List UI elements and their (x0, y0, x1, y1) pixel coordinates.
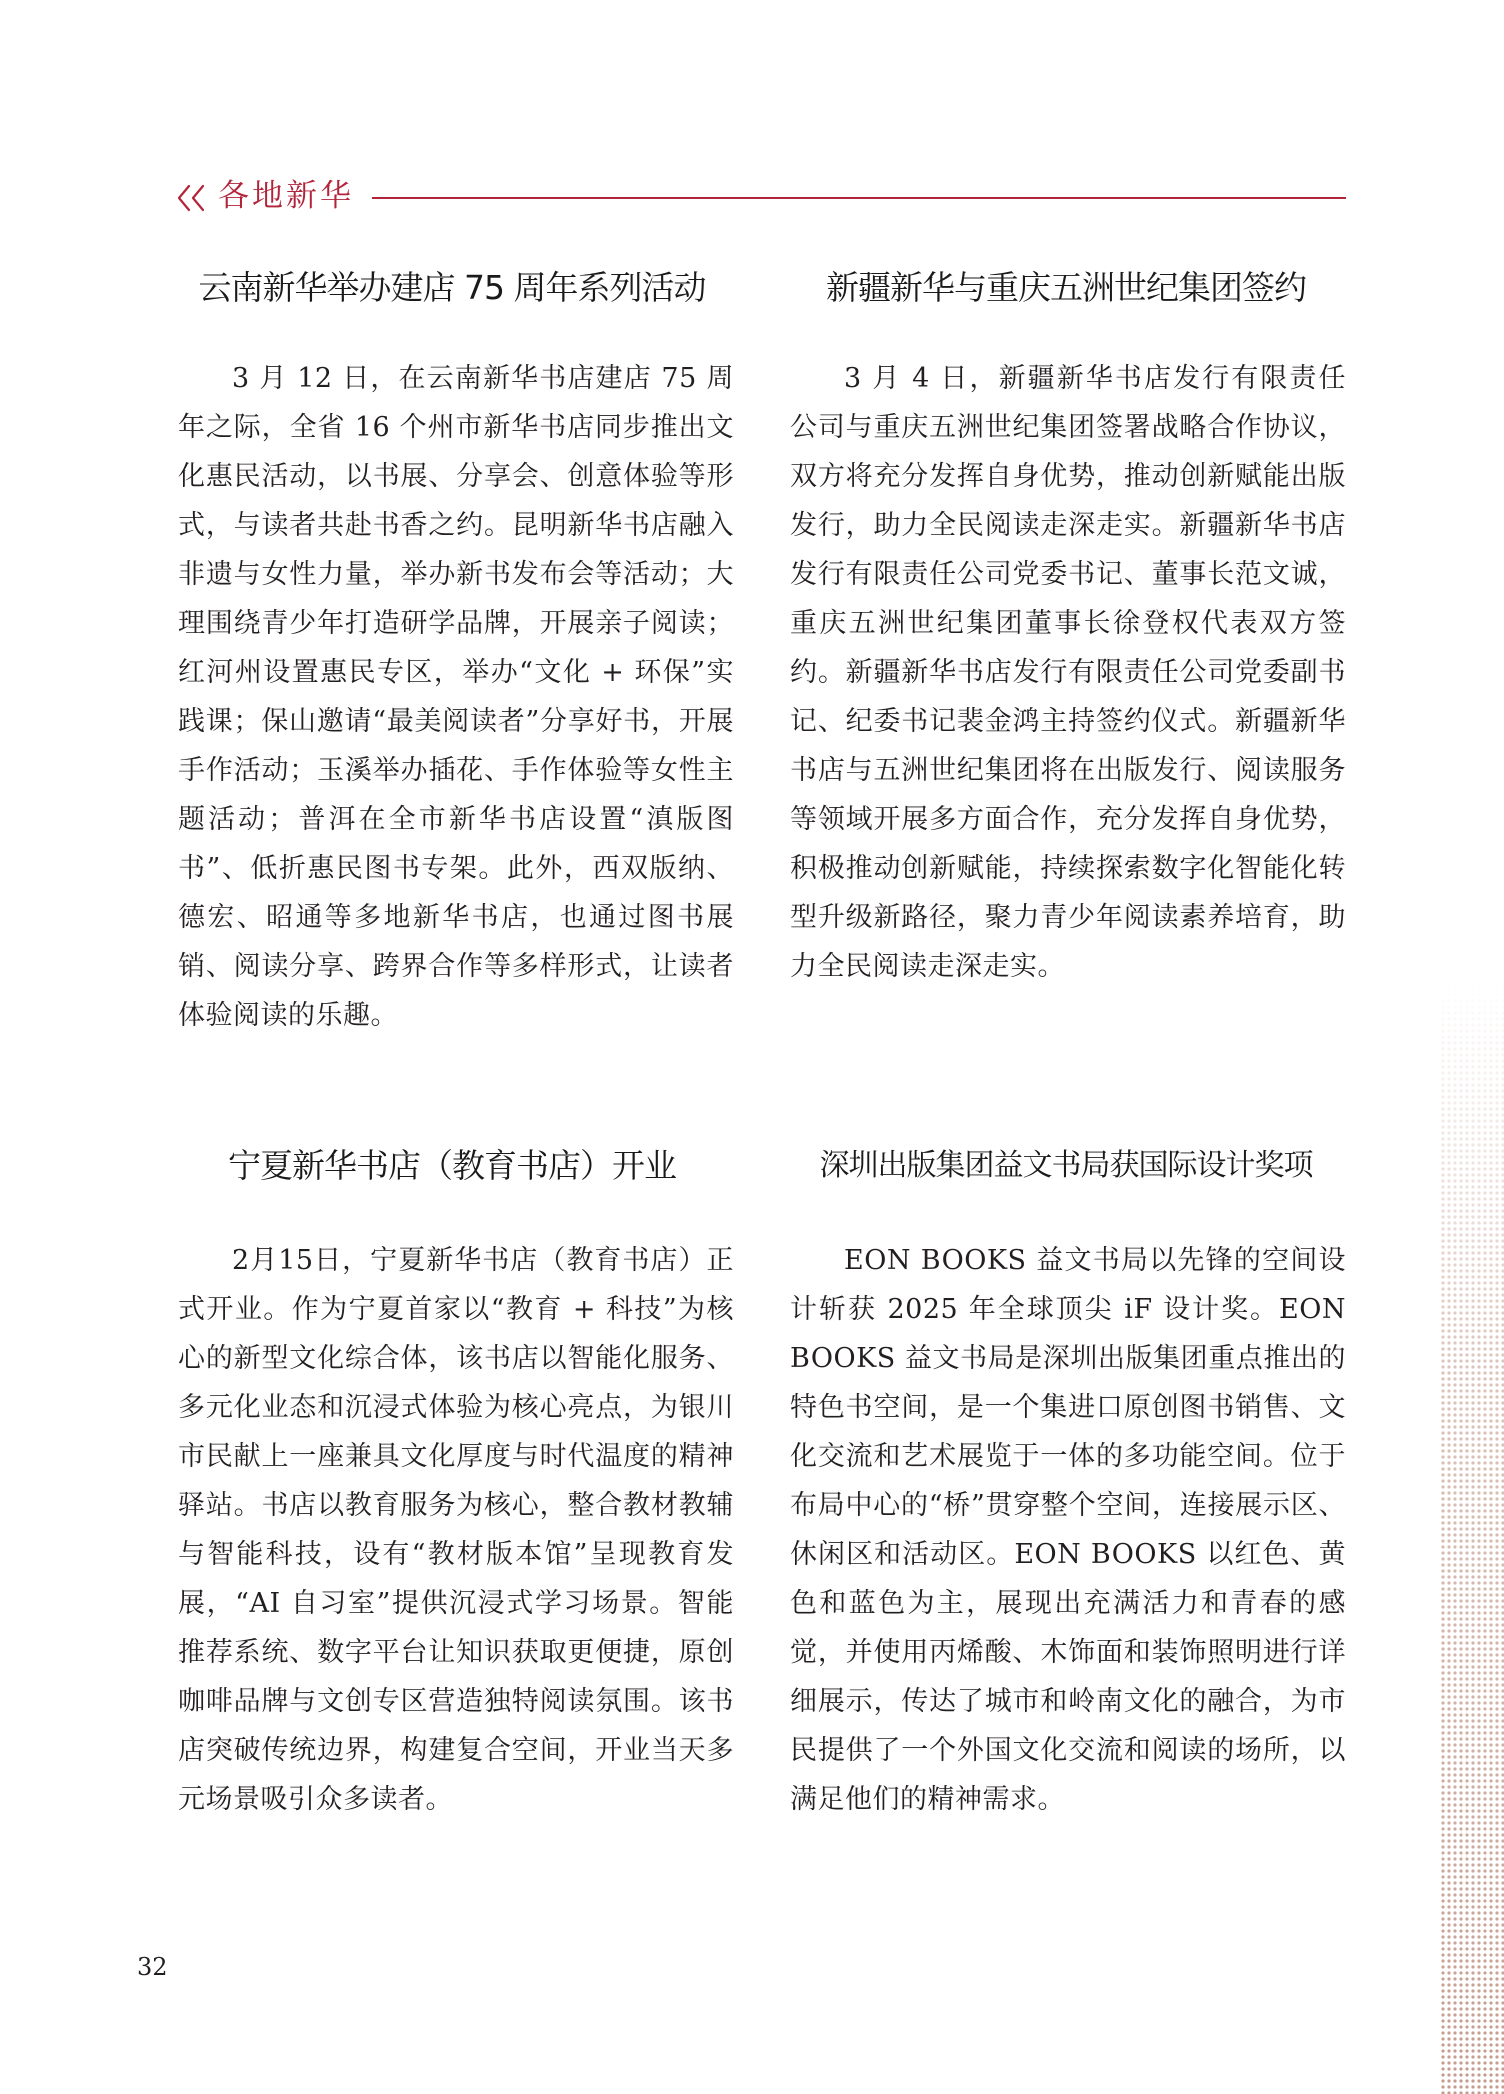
article-body-xinjiang: 3 月 4 日，新疆新华书店发行有限责任公司与重庆五洲世纪集团签署战略合作协议，双方将充分发挥自身优势，推动创新赋能出版发行，助力全民阅读走深走实。新疆新华书店发行有限责任公司党委书记、董事长范文诚，重庆五洲世纪集团董事长徐登权代表双方签约。新疆新华书店发行有限责任公司党委副书记、纪委书记裴金鸿主持签约仪式。新疆新华书店与五洲世纪集团将在出版发行、阅读服务等领域开展多方面合作，充分发挥自身优势，积极推动创新赋能，持续探索数字化智能化转型升级新路径，聚力青少年阅读素养培育，助力全民阅读走深走实。 (790, 363, 1346, 982)
section-title: 各地新华 (218, 178, 354, 214)
double-chevron-left-icon (172, 178, 212, 218)
article-title-shenzhen: 深圳出版集团益文书局获国际设计奖项 (819, 1148, 1313, 1183)
page-number: 32 (137, 1953, 168, 1981)
article-title-yunnan: 云南新华举办建店 75 周年系列活动 (198, 268, 706, 307)
article-title-ningxia: 宁夏新华书店（教育书店）开业 (228, 1146, 676, 1185)
article-body-yunnan: 3 月 12 日，在云南新华书店建店 75 周年之际，全省 16 个州市新华书店同步推出文化惠民活动，以书展、分享会、创意体验等形式，与读者共赴书香之约。昆明新华书店融入非遗与女性力量，举办新书发布会等活动；大理围绕青少年打造研学品牌，开展亲子阅读；红河州设置惠民专区，举办“文化 + 环保”实践课；保山邀请“最美阅读者”分享好书，开展手作活动；玉溪举办插花、手作体验等女性主题活动；普洱在全市新华书店设置“滇版图书”、低折惠民图书专架。此外，西双版纳、德宏、昭通等多地新华书店，也通过图书展销、阅读分享、跨界合作等多样形式，让读者体验阅读的乐趣。 (178, 363, 734, 1031)
article-title-xinjiang: 新疆新华与重庆五洲世纪集团签约 (826, 268, 1306, 307)
dot-pattern-decoration (1440, 980, 1504, 2094)
article-body-ningxia: 2月15日，宁夏新华书店（教育书店）正式开业。作为宁夏首家以“教育 + 科技”为核心的新型文化综合体，该书店以智能化服务、多元化业态和沉浸式体验为核心亮点，为银川市民献上一座兼具文化厚度与时代温度的精神驿站。书店以教育服务为核心，整合教材教辅与智能科技，设有“教材版本馆”呈现教育发展，“AI 自习室”提供沉浸式学习场景。智能推荐系统、数字平台让知识获取更便捷，原创咖啡品牌与文创专区营造独特阅读氛围。该书店突破传统边界，构建复合空间，开业当天多元场景吸引众多读者。 (178, 1245, 734, 1815)
section-header (172, 178, 1346, 218)
header-rule (372, 197, 1346, 199)
article-body-shenzhen: EON BOOKS 益文书局以先锋的空间设计斩获 2025 年全球顶尖 iF 设计奖。EON BOOKS 益文书局是深圳出版集团重点推出的特色书空间，是一个集进口原创图书销售、文化交流和艺术展览于一体的多功能空间。位于布局中心的“桥”贯穿整个空间，连接展示区、休闲区和活动区。EON BOOKS 以红色、黄色和蓝色为主，展现出充满活力和青春的感觉，并使用丙烯酸、木饰面和装饰照明进行详细展示，传达了城市和岭南文化的融合，为市民提供了一个外国文化交流和阅读的场所，以满足他们的精神需求。 (790, 1245, 1346, 1815)
